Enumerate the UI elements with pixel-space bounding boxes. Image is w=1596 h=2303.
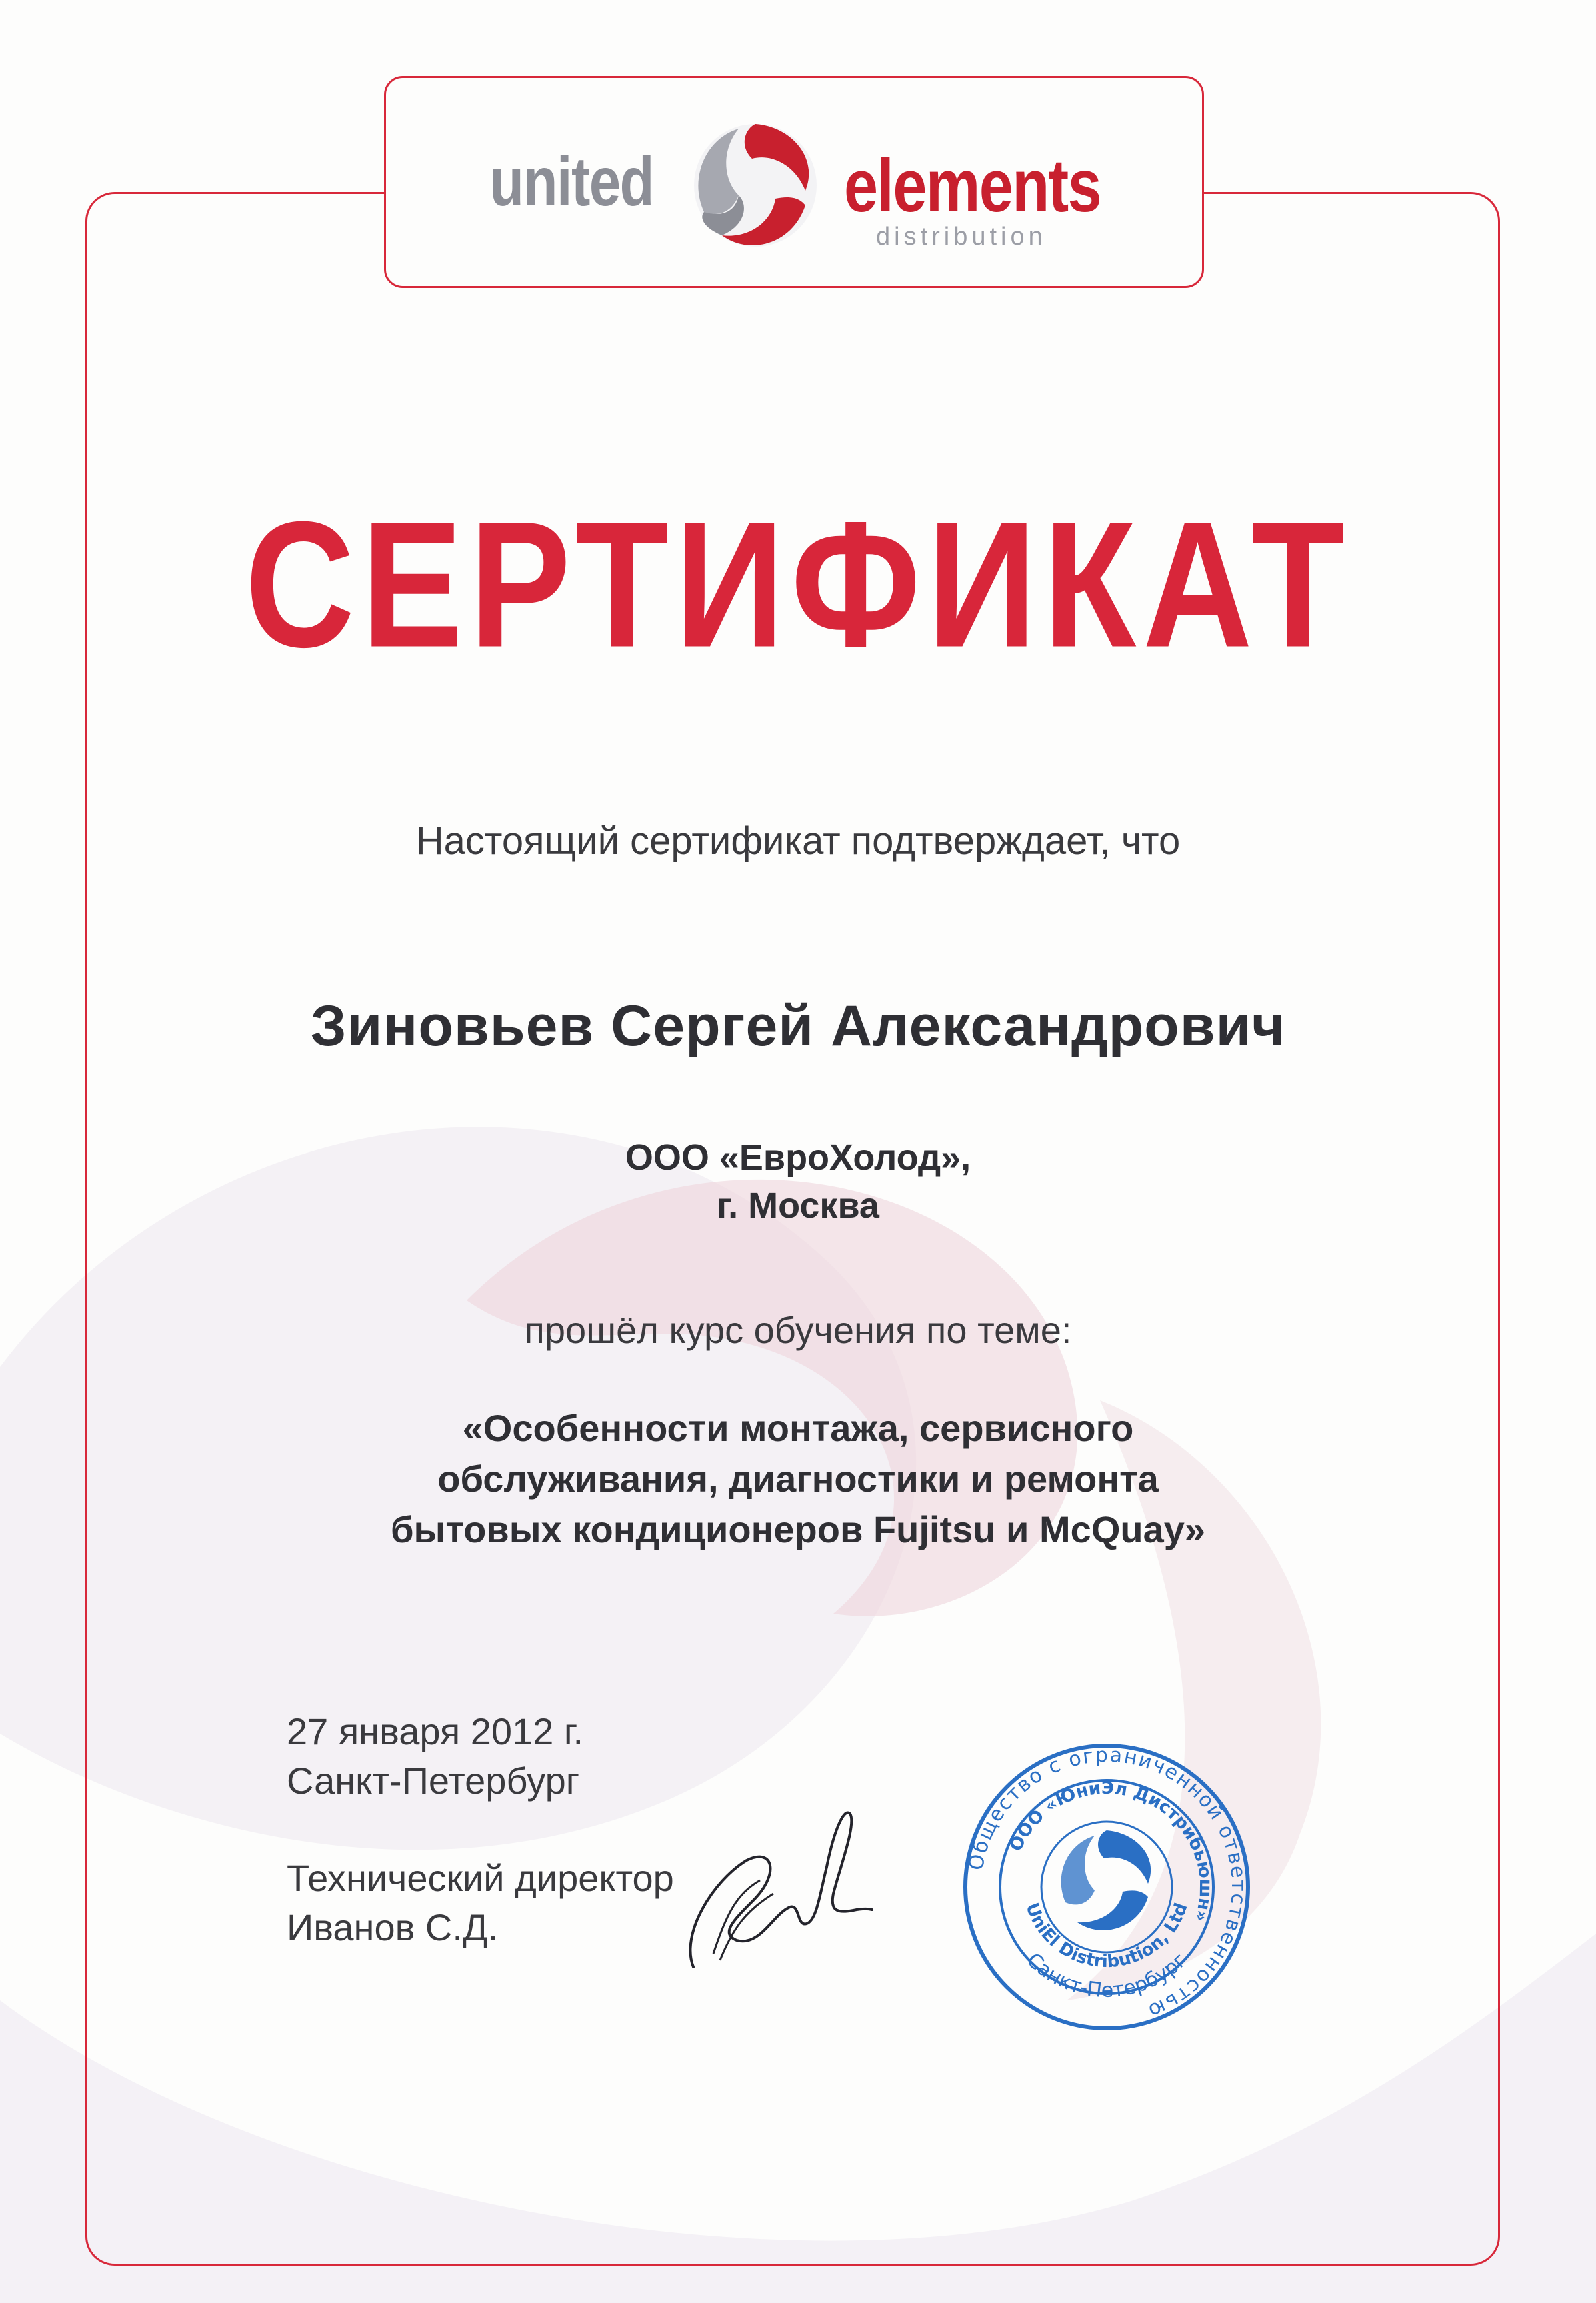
svg-text:Общество с ограниченной ответс: Общество с ограниченной ответственностью <box>964 1743 1251 2024</box>
signer-position: Технический директор <box>287 1857 674 1899</box>
issue-date: 27 января 2012 г. <box>287 1710 584 1752</box>
svg-text:ООО «ЮниЭл Дистрибьюшн»: ООО «ЮниЭл Дистрибьюшн» <box>1005 1778 1216 1924</box>
recipient-name: Зиновьев Сергей Александрович <box>310 994 1286 1058</box>
topic-line: бытовых кондиционеров Fujitsu и McQuay» <box>390 1508 1206 1550</box>
stamp-logo-icon <box>1061 1830 1151 1930</box>
recipient-company <box>0 1133 1596 1230</box>
company-city: г. Москва <box>717 1186 879 1226</box>
date-place-block <box>287 1707 583 1806</box>
svg-text:Санкт-Петербург: Санкт-Петербург <box>1021 1948 1192 2002</box>
logo-united-text: united <box>489 143 653 221</box>
issue-city: Санкт-Петербург <box>287 1760 580 1802</box>
course-topic <box>0 1403 1596 1555</box>
topic-line: «Особенности монтажа, сервисного <box>462 1407 1134 1449</box>
svg-text:UniEl Distribution, Ltd: UniEl Distribution, Ltd <box>1021 1900 1192 1972</box>
company-seal-stamp <box>960 1740 1253 2034</box>
topic-line: обслуживания, диагностики и ремонта <box>437 1458 1159 1500</box>
company-name: ООО «ЕвроХолод», <box>625 1137 971 1178</box>
united-elements-logo-mark-icon <box>685 112 825 259</box>
logo-elements-text: elements <box>844 144 1101 227</box>
signer-block <box>287 1854 674 1952</box>
logo-distribution-text: distribution <box>876 223 1047 251</box>
handwritten-signature <box>673 1767 873 1987</box>
signer-name: Иванов С.Д. <box>287 1906 499 1948</box>
intro-text: Настоящий сертификат подтверждает, что <box>415 819 1181 863</box>
certificate-title: СЕРТИФИКАТ <box>245 485 1351 685</box>
course-intro-text: прошёл курс обучения по теме: <box>524 1309 1072 1351</box>
